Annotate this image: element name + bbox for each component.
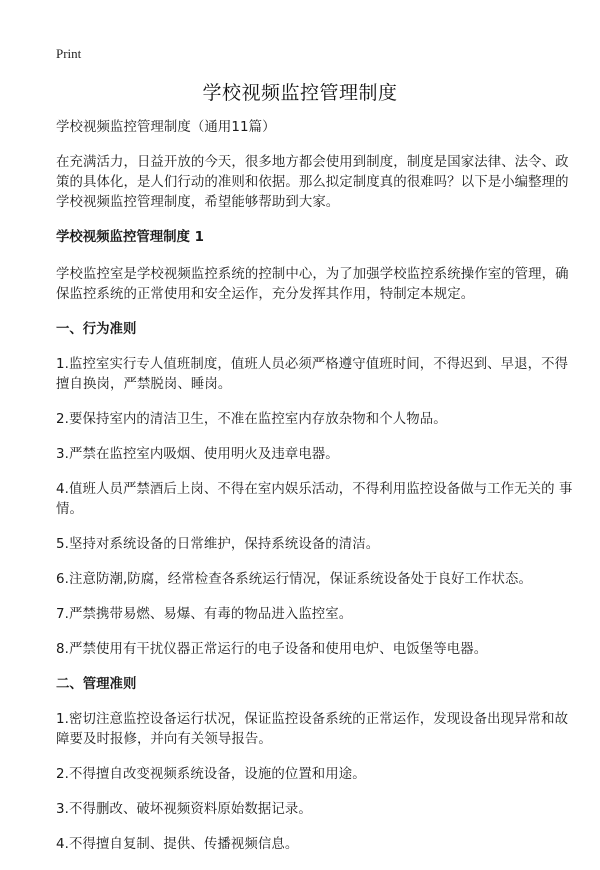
- rule-item: 2.要保持室内的清洁卫生，不准在监控室内存放杂物和个人物品。: [56, 412, 447, 427]
- rule-item: 4.不得擅自复制、提供、传播视频信息。: [56, 837, 299, 852]
- page-title: 学校视频监控管理制度: [202, 82, 398, 104]
- rule-item: 3.严禁在监控室内吸烟、使用明火及违章电器。: [56, 447, 339, 462]
- print-link[interactable]: Print: [56, 46, 82, 61]
- rule-item: 5.坚持对系统设备的日常维护，保持系统设备的清洁。: [56, 537, 380, 552]
- rule-item: 3.不得删改、破坏视频资料原始数据记录。: [56, 802, 312, 817]
- rule-item: 4.值班人员严禁酒后上岗、不得在室内娱乐活动，不得利用监控设备做与工作无关的 事情。: [56, 482, 573, 517]
- intro-paragraph: 在充满活力，日益开放的今天，很多地方都会使用到制度，制度是国家法律、法令、政策的具体化，是人们行动的准则和依据。那么拟定制度真的很难吗？以下是小编整理的学校视频监控管理制度，希望能够帮助到大家。: [56, 155, 569, 210]
- rule-item: 1.密切注意监控设备运行状况，保证监控设备系统的正常运作，发现设备出现异常和故障要及时报修，并向有关领导报告。: [56, 712, 569, 747]
- rule-item: 8.严禁使用有干扰仪器正常运行的电子设备和使用电炉、电饭堡等电器。: [56, 642, 488, 657]
- section-intro-paragraph: 学校监控室是学校视频监控系统的控制中心，为了加强学校监控系统操作室的管理，确保监控系统的正常使用和安全运作，充分发挥其作用，特制定本规定。: [56, 267, 569, 302]
- rule-item: 1.监控室实行专人值班制度，值班人员必须严格遵守值班时间，不得迟到、早退，不得擅自换岗，严禁脱岗、睡岗。: [56, 357, 569, 392]
- document-body: [56, 118, 576, 870]
- rule-item: 2.不得擅自改变视频系统设备，设施的位置和用途。: [56, 767, 366, 782]
- rule-item: 7.严禁携带易燃、易爆、有毒的物品进入监控室。: [56, 607, 353, 622]
- part-heading-conduct: 一、行为准则: [56, 322, 137, 337]
- part-heading-management: 二、管理准则: [56, 677, 137, 692]
- section-heading-1: 学校视频监控管理制度 1: [56, 230, 204, 245]
- document-subtitle: 学校视频监控管理制度（通用11篇）: [56, 120, 276, 135]
- rule-item: 6.注意防潮,防腐，经常检查各系统运行情况，保证系统设备处于良好工作状态。: [56, 572, 533, 587]
